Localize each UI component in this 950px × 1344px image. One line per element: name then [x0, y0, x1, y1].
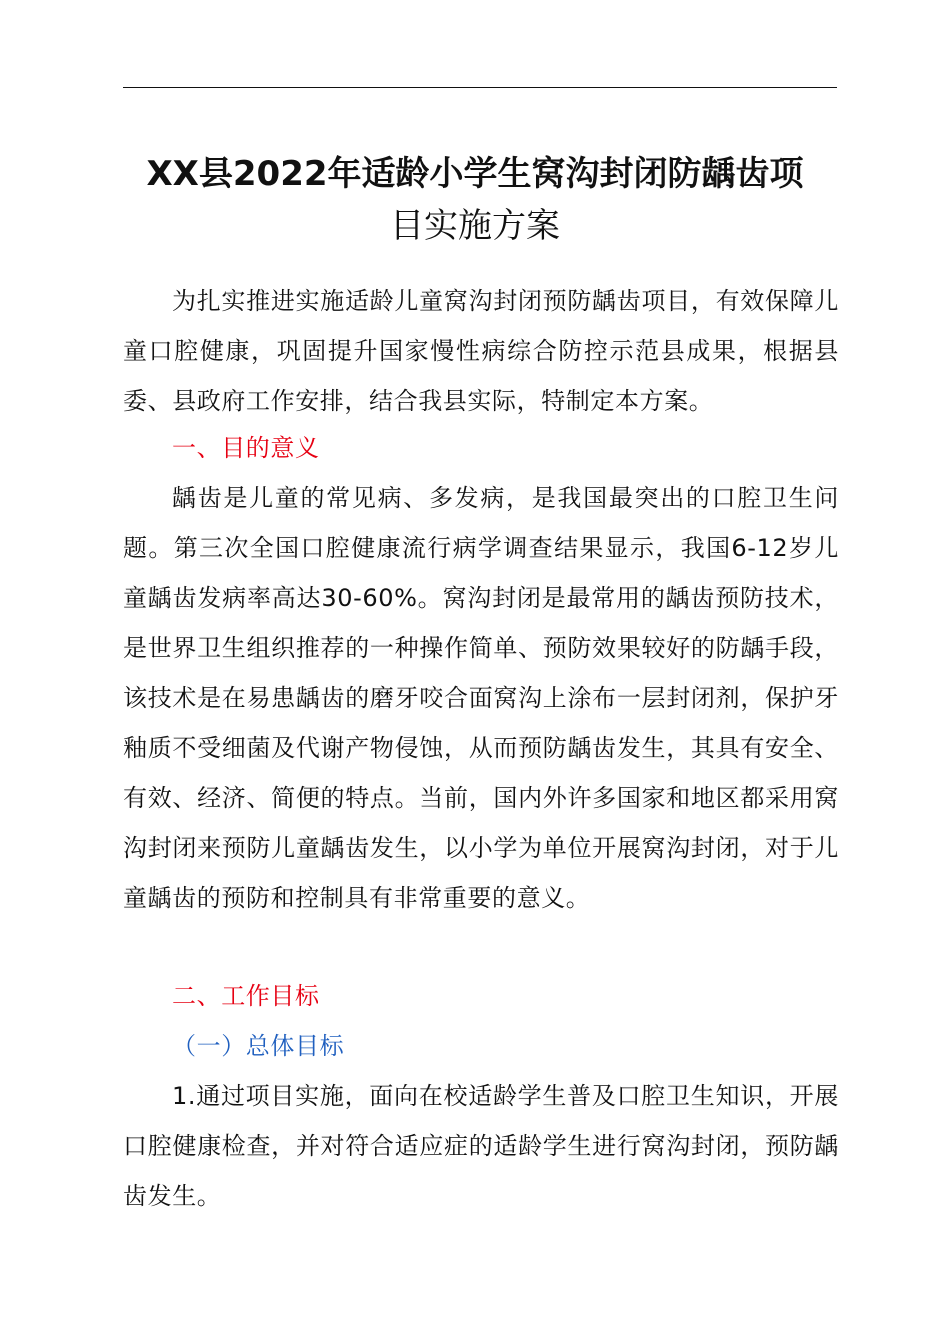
subsection-heading-overall: （一）总体目标: [172, 1032, 345, 1060]
purpose-paragraph: 龋齿是儿童的常见病、多发病，是我国最突出的口腔卫生问题。第三次全国口腔健康流行病学调查结果显示，我国6-12岁儿童龋齿发病率高达30-60%。窝沟封闭是最常用的龋齿预防技术，是世界卫生组织推荐的一种操作简单、预防效果较好的防龋手段，该技术是在易患龋齿的磨牙咬合面窝沟上涂布一层封闭剂，保护牙釉质不受细菌及代谢产物侵蚀，从而预防龋齿发生，其具有安全、有效、经济、简便的特点。当前，国内外许多国家和地区都采用窝沟封闭来预防儿童龋齿发生，以小学为单位开展窝沟封闭，对于儿童龋齿的预防和控制具有非常重要的意义。: [123, 484, 839, 912]
title-line-1: XX县2022年适龄小学生窝沟封闭防龋齿项: [146, 154, 804, 194]
header-rule: [123, 87, 837, 88]
intro-paragraph: 为扎实推进实施适龄儿童窝沟封闭预防龋齿项目，有效保障儿童口腔健康，巩固提升国家慢性病综合防控示范县成果，根据县委、县政府工作安排，结合我县实际，特制定本方案。: [123, 287, 839, 415]
document-title: [90, 148, 860, 252]
section-heading-goals: 二、工作目标: [172, 982, 320, 1010]
goal-1-paragraph: 1.通过项目实施，面向在校适龄学生普及口腔卫生知识，开展口腔健康检查，并对符合适应症的适龄学生进行窝沟封闭，预防龋齿发生。: [123, 1082, 839, 1210]
section-heading-purpose: 一、目的意义: [172, 434, 320, 462]
title-line-2: 目实施方案: [390, 206, 560, 246]
